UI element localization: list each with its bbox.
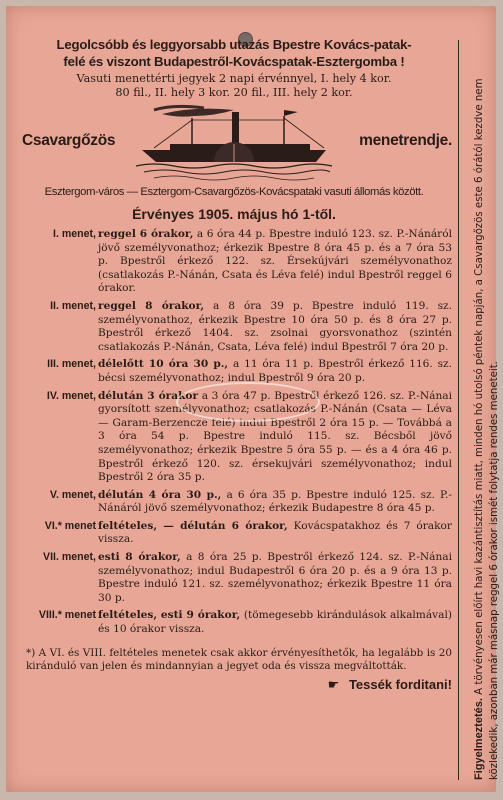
trip-7 <box>16 551 452 605</box>
route-line: Esztergom-város — Esztergom-Csavargőzös-Kovácspataki vasuti állomás között. <box>44 186 424 198</box>
column-divider <box>458 40 459 780</box>
trip-label: I. menet, <box>53 228 96 240</box>
warning-text: A törvényesen előírt havi kazántisztítás miatt, minden hó utolsó péntek napján, a Csavargőzös este 6 órától kezdve nem közlekedik, azonban már másnap reggel 6 órakor ismét folytatja rendes meneteit. <box>474 78 500 780</box>
trip-8 <box>16 609 452 636</box>
title-left: Csavargőzös <box>22 132 116 149</box>
ticket-prices <box>22 72 446 100</box>
trip-label: IV. menet, <box>46 389 96 402</box>
trip-label: VII. menet, <box>43 551 96 564</box>
trip-time: reggel 6 órakor, <box>98 228 194 240</box>
trip-text: a 6 óra 35 p. Bpestre induló 125. sz. P.-Nánáról jövő személyvonathoz; érkezik Budapestre 8 óra 45 p. <box>98 488 452 515</box>
trip-text: (tömegesebb kirándulások alkalmával) és 10 órakor vissza. <box>98 609 452 636</box>
trip-label: VI.* menet <box>44 519 96 532</box>
title-right: menetrendje. <box>359 132 452 149</box>
trip-time: délelőtt 10 óra 30 p., <box>98 358 229 371</box>
trip-text: a 3 óra 47 p. Bpestről érkező 126. sz. P.-Nánai gyorsított személyvonathoz; csatlakozás P.-Nánán (Csata — Léva — Garam-Berzencze felé) indul Bpestről 2 óra 15 p. — Továbbá a 3 óra 54 p. Bpestre induló 115. sz. Bécsből jövő személyvonathoz; érkezik Bpestre 5 óra 55 p. — és a 4 óra 46 p. Bpestről érkező 120. sz. érsekujvári személyvonathoz; indul Bpestről 2 óra 35 p. <box>98 389 452 484</box>
trip-text: a 8 óra 39 p. Bpestre induló 119. sz. személyvonathoz, érkezik Bpestre 10 óra 50 p. és 8 óra 27 p. Bpestről érkező 1404. sz. zsolnai gyorsvonathoz (szintén csatlakozás P.-Nánán, Csata, Léva felé) indul Bpestről 7 óra 20 p. <box>98 299 452 353</box>
trip-5 <box>16 489 452 516</box>
trip-6 <box>16 520 452 547</box>
title-row <box>16 104 452 182</box>
pointing-hand-icon: ☛ <box>327 677 340 693</box>
headline-line-1: Legolcsóbb és leggyorsabb utazás Bpestre Kovács-patak- <box>56 37 412 52</box>
trip-time: reggel 8 órakor, <box>98 299 205 312</box>
trip-2 <box>16 300 452 354</box>
valid-from: Érvényes 1905. május hó 1-től. <box>132 206 336 222</box>
steamship-icon <box>134 104 334 182</box>
turn-text: Tessék forditani! <box>348 677 452 693</box>
trip-time: esti 8 órakor, <box>98 551 181 564</box>
trip-label: VIII.* menet <box>38 609 96 622</box>
trip-label: III. menet, <box>47 358 96 371</box>
trip-text: a 11 óra 11 p. Bpestről érkező 116. sz. bécsi személyvonathoz; indul Bpestről 9 óra 20 p. <box>98 358 452 384</box>
trip-4 <box>16 390 452 485</box>
headline-line-2: felé és viszont Budapestről-Kovácspatak-Esztergomba ! <box>63 54 405 69</box>
ticket-line-1: Vasuti menettérti jegyek 2 napi érvénnyel, I. hely 4 kor. <box>76 72 392 85</box>
footnote: *) A VI. és VIII. feltételes menetek csak akkor érvényesíthetők, ha legalább is 20 kiránduló van jelen és mindannyian a jegyet oda és vissza megváltották. <box>26 646 452 673</box>
main-column <box>16 36 452 693</box>
trip-3 <box>16 358 452 385</box>
trip-text: a 6 óra 44 p. Bpestre induló 123. sz. P.-Nánáról jövő személyvonathoz; érkezik Bpestre 8 óra 45 p. és a 7 óra 53 p. Bpestről érkező 122. sz. Érsekújvári személyvonathoz (csatlakozás P.-Nánán, Csata és Léva felé) indul Bpestről reggel 6 órakor. <box>98 228 452 295</box>
timetable-sheet <box>6 6 500 792</box>
trip-label: V. menet, <box>49 488 96 501</box>
trip-time: feltételes, — délután 6 órakor, <box>98 519 288 532</box>
trip-list <box>16 228 452 637</box>
trip-text: Kovácspatakhoz és 7 órakor vissza. <box>98 519 452 546</box>
trip-label: II. menet, <box>50 299 96 312</box>
side-warning <box>472 40 502 780</box>
trip-text: a 8 óra 25 p. Bpestről érkező 124. sz. P.-Nánai személyvonathoz; indul Budapestről 6 óra 20 p. és a 9 óra 13 p. Bpestre induló 121. sz. személyvonathoz; érkezik Bpestre 11 óra 30 p. <box>98 551 453 604</box>
trip-time: délután 4 óra 30 p., <box>98 488 222 501</box>
warning-title: Figyelmeztetés. <box>473 698 485 780</box>
trip-1 <box>16 228 452 296</box>
turn-over-note <box>16 677 452 693</box>
trip-time: feltételes, esti 9 órakor, <box>98 609 241 622</box>
ticket-line-2: 80 fil., II. hely 3 kor. 20 fil., III. hely 2 kor. <box>115 86 353 99</box>
trip-time: délután 3 órakor <box>98 389 199 402</box>
headline <box>22 36 446 70</box>
